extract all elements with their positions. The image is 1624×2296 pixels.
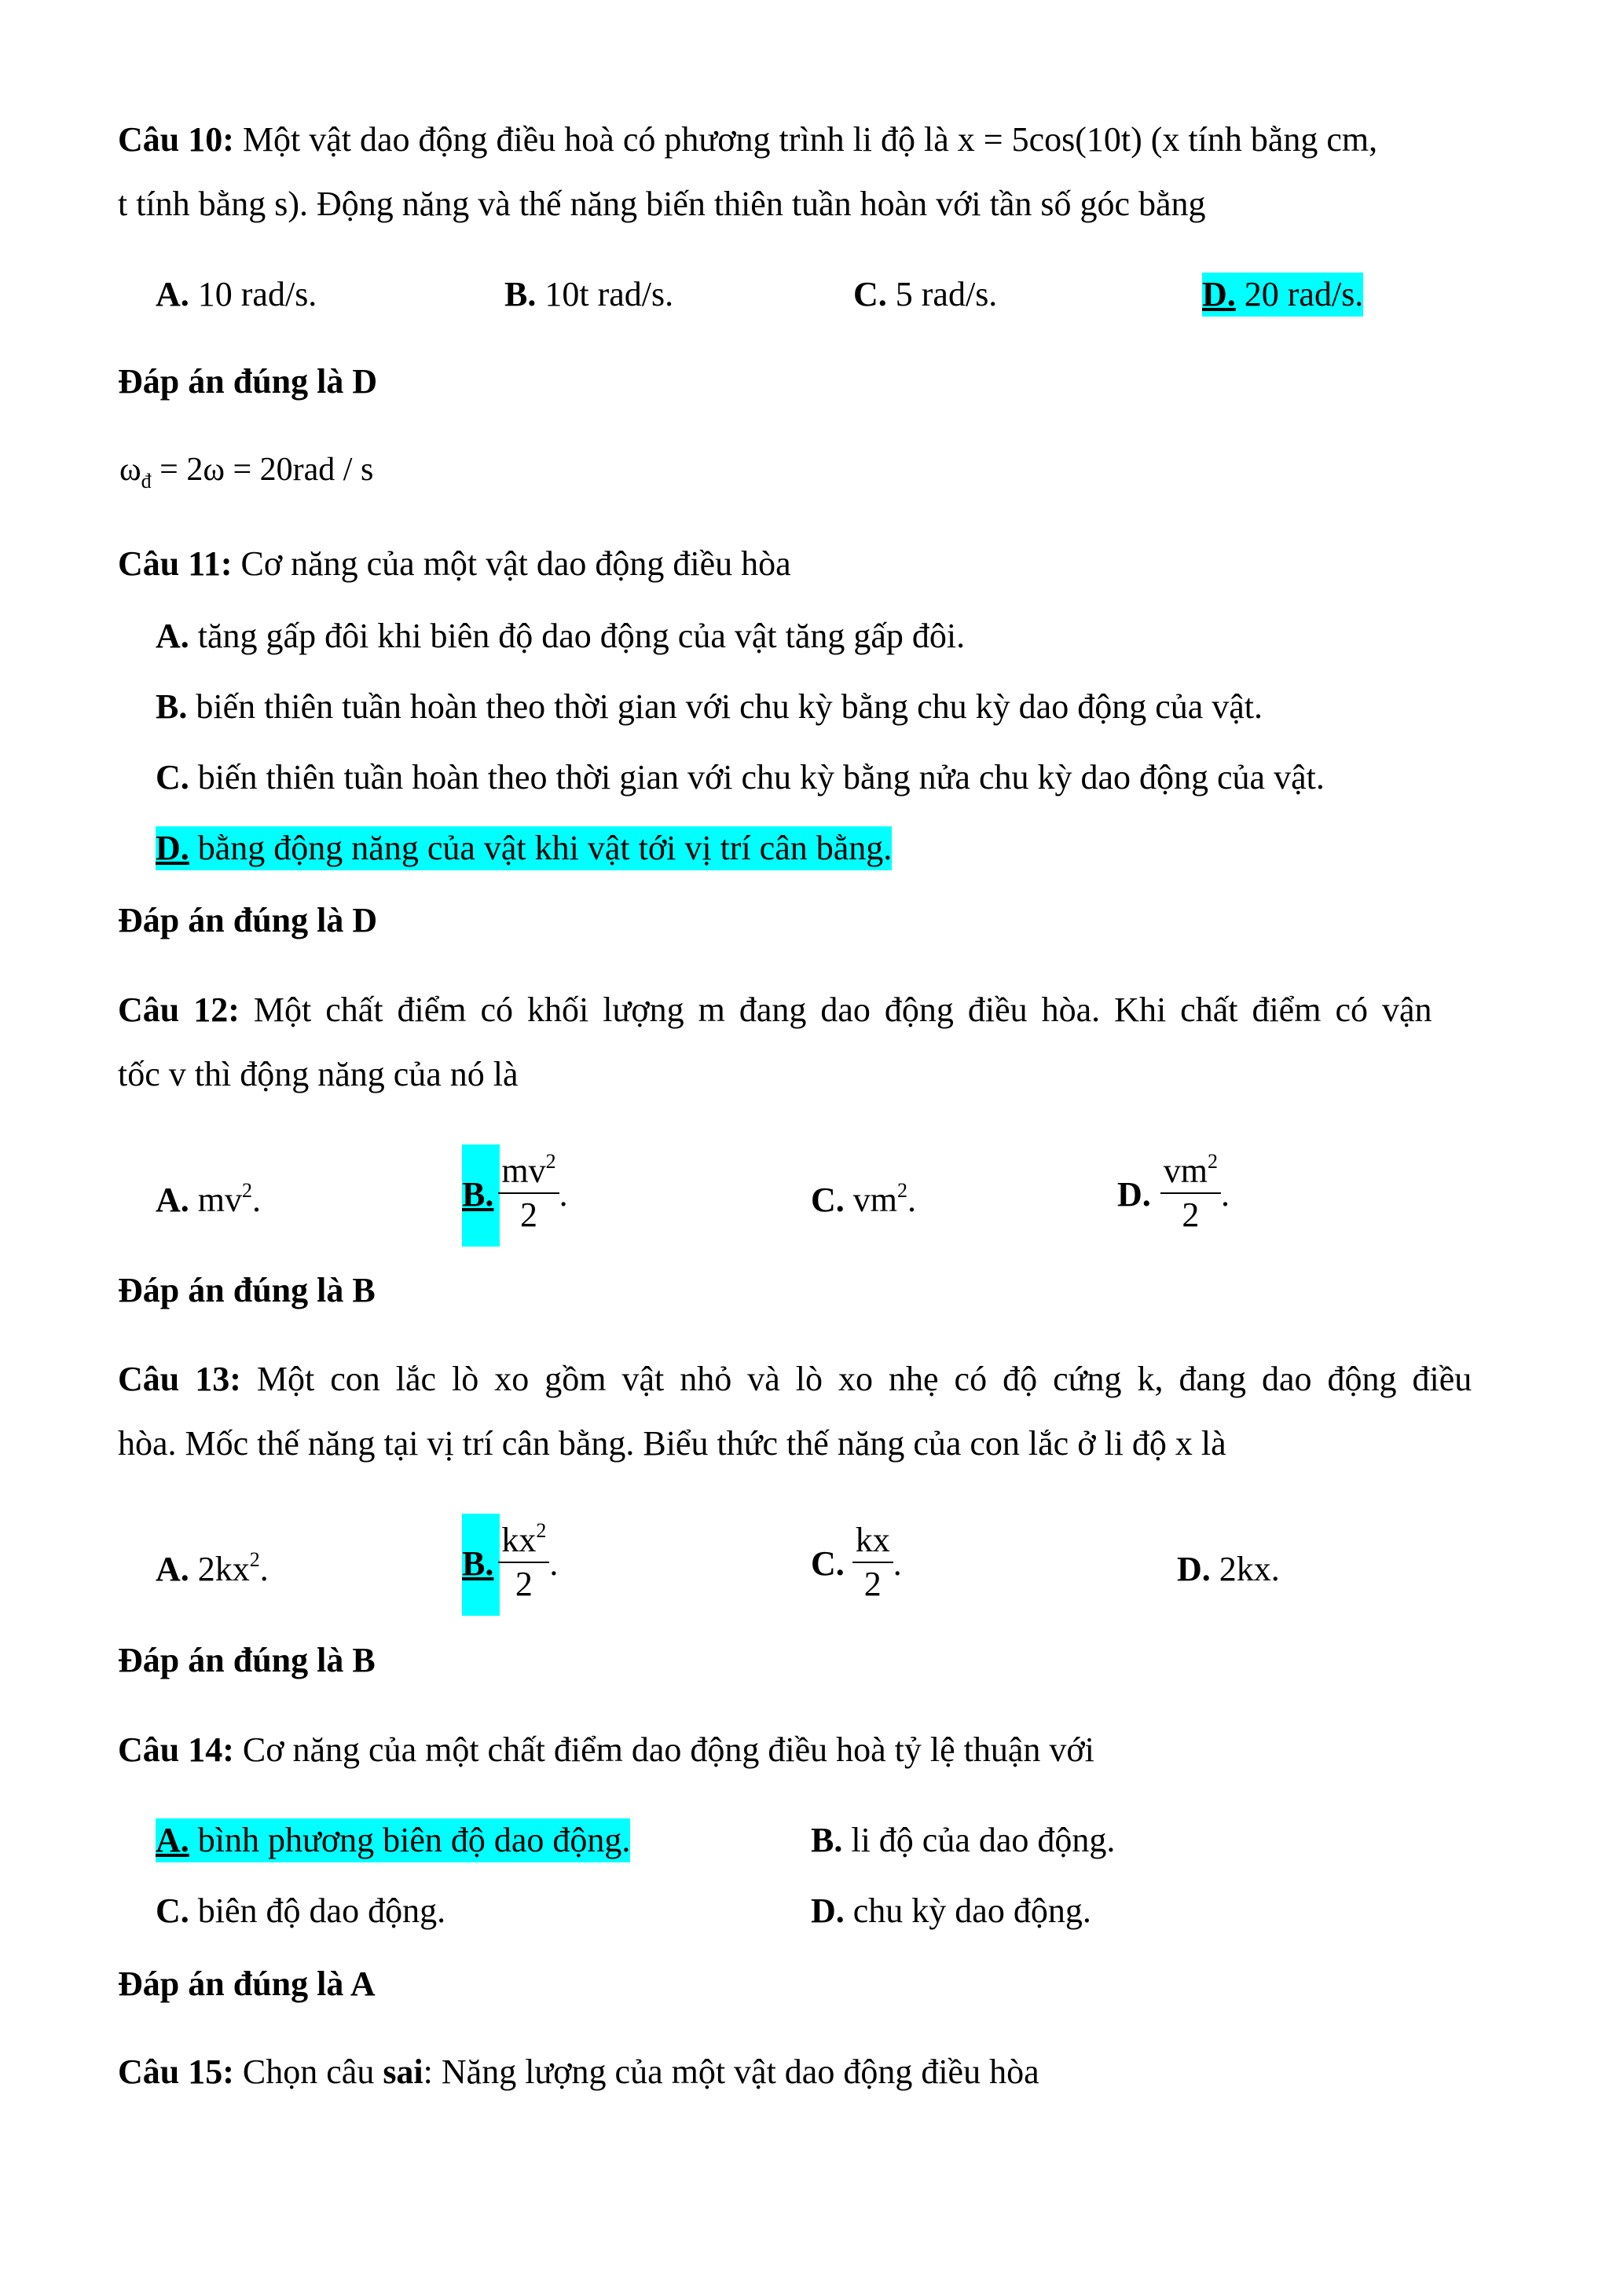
q11-option-c[interactable]: C. biến thiên tuần hoàn theo thời gian với chu kỳ bằng nửa chu kỳ dao động của vật. bbox=[156, 758, 1325, 796]
q10-stem-line1: Câu 10: Một vật dao động điều hoà có phương trình li độ là x = 5cos(10t) (x tính bằng cm, bbox=[118, 120, 1378, 159]
q10-label: Câu 10: bbox=[118, 120, 234, 159]
q12-answer: Đáp án đúng là B bbox=[118, 1271, 376, 1309]
q10-stem-line2: t tính bằng s). Động năng và thế năng biến thiên tuần hoàn với tần số góc bằng bbox=[118, 185, 1206, 223]
q13-option-a[interactable]: A. $2kx^2$. bbox=[156, 1548, 269, 1588]
q13-option-b-fraction: $\frac{kx^2}{2}$ bbox=[498, 1521, 549, 1606]
q12-option-b-correct[interactable]: B. $\frac{mv^2}{2}$ . bbox=[462, 1143, 568, 1245]
q11-option-d-correct[interactable]: D. bằng động năng của vật khi vật tới vị trí cân bằng. bbox=[156, 826, 892, 870]
q10-option-d-correct[interactable]: D. 20 rad/s. bbox=[1202, 273, 1363, 317]
q10-option-b[interactable]: B. 10t rad/s. bbox=[504, 275, 674, 313]
q13-stem-line1: Câu 13: Một con lắc lò xo gồm vật nhỏ và lò xo nhẹ có độ cứng k, đang dao động điều bbox=[118, 1360, 1472, 1398]
q13-option-c-fraction: $\frac{kx}{2}$ bbox=[852, 1521, 893, 1606]
q14-option-a-correct[interactable]: A. bình phương biên độ dao động. bbox=[156, 1818, 630, 1862]
q11-stem: Câu 11: Cơ năng của một vật dao động điều hòa bbox=[118, 544, 791, 583]
q14-option-c[interactable]: C. biên độ dao động. bbox=[156, 1891, 446, 1930]
q15-stem: Câu 15: Chọn câu sai: Năng lượng của một vật dao động điều hòa bbox=[118, 2052, 1039, 2091]
q13-option-c[interactable]: C. $\frac{kx}{2}$ . bbox=[811, 1512, 902, 1614]
q14-option-d[interactable]: D. chu kỳ dao động. bbox=[811, 1891, 1091, 1930]
q13-option-b-correct[interactable]: B. $\frac{kx^2}{2}$ . bbox=[462, 1512, 558, 1614]
q10-option-a[interactable]: A. 10 rad/s. bbox=[156, 275, 317, 313]
q10-formula: $\omega_đ = 2\omega = 20rad / s$ bbox=[119, 452, 374, 493]
q12-option-b-fraction: $\frac{mv^2}{2}$ bbox=[498, 1152, 559, 1236]
q14-answer: Đáp án đúng là A bbox=[118, 1965, 376, 2003]
q10-option-c[interactable]: C. 5 rad/s. bbox=[853, 275, 998, 313]
q13-option-d[interactable]: D. 2kx. bbox=[1177, 1550, 1280, 1588]
q11-option-a[interactable]: A. tăng gấp đôi khi biên độ dao động của vật tăng gấp đôi. bbox=[156, 617, 966, 655]
q14-stem: Câu 14: Cơ năng của một chất điểm dao động điều hoà tỷ lệ thuận với bbox=[118, 1730, 1094, 1769]
q13-answer: Đáp án đúng là B bbox=[118, 1641, 376, 1679]
q13-stem-line2: hòa. Mốc thế năng tại vị trí cân bằng. Biểu thức thế năng của con lắc ở li độ x là bbox=[118, 1424, 1226, 1463]
q11-option-b[interactable]: B. biến thiên tuần hoàn theo thời gian với chu kỳ bằng chu kỳ dao động của vật. bbox=[156, 687, 1263, 726]
q12-option-d-fraction: $\frac{vm^2}{2}$ bbox=[1160, 1152, 1221, 1236]
q11-answer: Đáp án đúng là D bbox=[118, 901, 378, 939]
q14-option-b[interactable]: B. li độ của dao động. bbox=[811, 1821, 1116, 1859]
q12-stem-line2: tốc v thì động năng của nó là bbox=[118, 1055, 519, 1093]
q12-option-c[interactable]: C. $vm^2$. bbox=[811, 1179, 917, 1219]
q12-option-d[interactable]: D. $\frac{vm^2}{2}$ . bbox=[1117, 1143, 1230, 1245]
q12-option-a[interactable]: A. $mv^2$. bbox=[156, 1179, 262, 1219]
q12-stem-line1: Câu 12: Một chất điểm có khối lượng m đang dao động điều hòa. Khi chất điểm có vận bbox=[118, 991, 1432, 1029]
q10-answer: Đáp án đúng là D bbox=[118, 362, 378, 401]
